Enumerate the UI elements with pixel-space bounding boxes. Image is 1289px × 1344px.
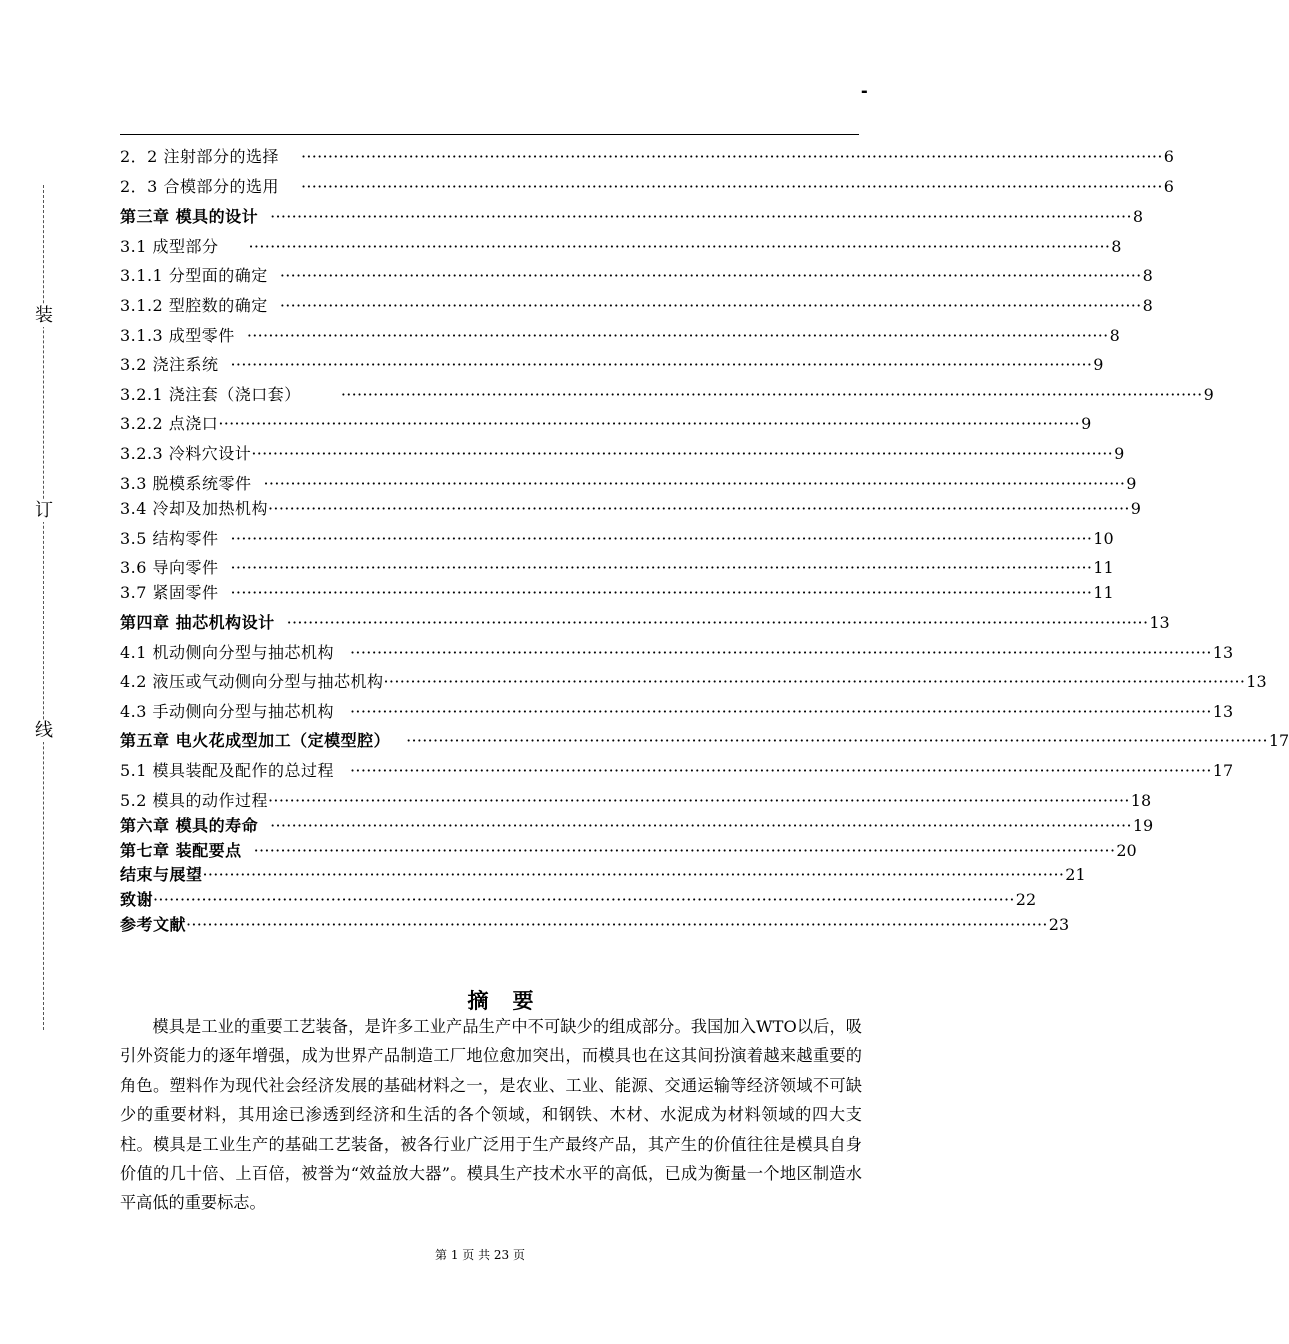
toc-entry-leader: ································································································································································ — [230, 583, 1093, 602]
toc-entry-label: 第六章 模具的寿命 — [120, 816, 259, 835]
toc-entry-label: 4.2 液压或气动侧向分型与抽芯机构 — [120, 672, 384, 691]
toc-entry — [120, 583, 1114, 603]
binding-char-zhuang: 装 — [35, 305, 53, 326]
toc-entry-page: 22 — [1015, 890, 1037, 909]
toc-entry-leader: ································································································································································ — [350, 702, 1212, 721]
toc-entry-page: 13 — [1149, 613, 1170, 632]
toc-entry — [120, 177, 1174, 197]
toc-entry-leader: ································································································································································ — [350, 761, 1212, 780]
toc-entry — [120, 643, 1234, 663]
toc-entry-leader: ································································································································································ — [383, 672, 1246, 691]
toc-entry-label: 3.2 浇注系统 — [120, 355, 219, 374]
toc-entry-leader: ································································································································································ — [300, 177, 1163, 196]
abstract-title: 摘要 — [467, 989, 558, 1013]
toc-entry-label: 3.2.3 冷料穴设计 — [120, 444, 252, 463]
toc-entry-label: 4.1 机动侧向分型与抽芯机构 — [120, 643, 335, 662]
toc-entry-page: 8 — [1142, 266, 1153, 285]
toc-entry — [120, 326, 1120, 346]
toc-entry-page: 21 — [1065, 865, 1086, 884]
toc-entry-leader: ································································································································································ — [248, 237, 1111, 256]
toc-entry-leader: ································································································································································ — [270, 816, 1132, 835]
toc-entry-page: 13 — [1212, 643, 1234, 662]
toc-entry — [120, 414, 1092, 434]
toc-entry — [120, 761, 1234, 781]
toc-entry-label: 2．2 注射部分的选择 — [120, 147, 279, 166]
toc-entry-page: 9 — [1126, 474, 1137, 493]
toc-entry-page: 8 — [1109, 326, 1120, 345]
toc-entry-leader: ································································································································································ — [350, 643, 1212, 662]
toc-entry — [120, 355, 1104, 375]
toc-entry-label: 3.7 紧固零件 — [120, 583, 219, 602]
toc-entry-page: 9 — [1093, 355, 1104, 374]
toc-entry-page: 9 — [1114, 444, 1125, 463]
table-of-contents — [120, 0, 1289, 960]
toc-entry-label: 5.2 模具的动作过程 — [120, 791, 269, 810]
toc-entry — [120, 266, 1153, 286]
toc-entry — [120, 915, 1070, 935]
toc-entry-label: 3.3 脱模系统零件 — [120, 474, 252, 493]
toc-entry-leader: ································································································································································ — [300, 147, 1163, 166]
toc-entry-page: 23 — [1048, 915, 1070, 934]
toc-entry-page: 17 — [1212, 761, 1234, 780]
toc-entry-leader: ································································································································································ — [218, 414, 1081, 433]
toc-entry-page: 13 — [1246, 672, 1267, 691]
toc-entry — [120, 731, 1289, 751]
toc-entry-label: 3.5 结构零件 — [120, 529, 219, 548]
toc-entry-leader: ································································································································································ — [279, 296, 1142, 315]
toc-entry-label: 3.2.1 浇注套（浇口套） — [120, 385, 301, 404]
toc-entry-label: 3.6 导向零件 — [120, 558, 219, 577]
toc-entry-label: 3.1 成型部分 — [120, 237, 219, 256]
toc-entry-label: 第七章 装配要点 — [120, 841, 242, 860]
toc-entry-leader: ································································································································································ — [202, 865, 1065, 884]
page-footer: 第 1 页 共 23 页 — [435, 1248, 525, 1262]
toc-entry — [120, 499, 1141, 519]
toc-entry — [120, 474, 1137, 494]
toc-entry-label: 5.1 模具装配及配作的总过程 — [120, 761, 335, 780]
toc-entry — [120, 613, 1170, 633]
toc-entry-page: 9 — [1130, 499, 1141, 518]
toc-entry — [120, 237, 1122, 257]
toc-entry-page: 6 — [1163, 147, 1174, 166]
toc-entry-label: 3.2.2 点浇口 — [120, 414, 219, 433]
toc-entry-leader: ································································································································································ — [340, 385, 1203, 404]
toc-entry-leader: ································································································································································ — [246, 326, 1109, 345]
toc-entry-page: 8 — [1111, 237, 1122, 256]
toc-entry-label: 3.1.1 分型面的确定 — [120, 266, 268, 285]
toc-entry-label: 第四章 抽芯机构设计 — [120, 613, 275, 632]
toc-entry-label: 3.1.3 成型零件 — [120, 326, 235, 345]
toc-entry-leader: ································································································································································ — [153, 890, 1015, 909]
toc-entry — [120, 529, 1114, 549]
toc-entry-label: 第五章 电火花成型加工（定模型腔） — [120, 731, 391, 750]
toc-entry-label: 3.1.2 型腔数的确定 — [120, 296, 268, 315]
toc-entry-leader: ································································································································································ — [230, 355, 1093, 374]
toc-entry-leader: ································································································································································ — [230, 529, 1093, 548]
toc-entry — [120, 558, 1114, 578]
toc-entry-leader: ································································································································································ — [186, 915, 1048, 934]
toc-entry — [120, 385, 1214, 405]
toc-entry-page: 6 — [1163, 177, 1174, 196]
toc-entry — [120, 207, 1144, 227]
toc-entry-leader: ································································································································································ — [279, 266, 1142, 285]
toc-entry — [120, 890, 1037, 910]
toc-entry-label: 3.4 冷却及加热机构 — [120, 499, 269, 518]
toc-entry-leader: ································································································································································ — [286, 613, 1149, 632]
toc-entry — [120, 444, 1125, 464]
toc-entry-leader: ································································································································································ — [230, 558, 1093, 577]
toc-entry-page: 10 — [1093, 529, 1114, 548]
toc-entry — [120, 865, 1086, 885]
abstract-body: 模具是工业的重要工艺装备，是许多工业产品生产中不可缺少的组成部分。我国加入WTO以后，吸引外资能力的逐年增强，成为世界产品制造工厂地位愈加突出，而模具也在这其间扮演着越来越重要的角色。塑料作为现代社会经济发展的基础材料之一，是农业、工业、能源、交通运输等经济领域不可缺少的重要材料，其用途已渗透到经济和生活的各个领域，和钢铁、木材、水泥成为材料领域的四大支柱。模具是工业生产的基础工艺装备，被各行业广泛用于生产最终产品，其产生的价值往往是模具自身价值的几十倍、上百倍，被誉为“效益放大器”。模具生产技术水平的高低，已成为衡量一个地区制造水平高低的重要标志。 — [120, 1017, 862, 1213]
toc-entry — [120, 791, 1152, 811]
toc-entry-page: 19 — [1132, 816, 1154, 835]
toc-entry — [120, 816, 1154, 836]
toc-entry-page: 13 — [1212, 702, 1234, 721]
toc-entry-leader: ································································································································································ — [263, 474, 1126, 493]
toc-entry-label: 致谢 — [120, 890, 154, 909]
corner-mark: - — [861, 80, 868, 102]
toc-entry-page: 9 — [1081, 414, 1092, 433]
toc-entry-leader: ································································································································································ — [251, 444, 1114, 463]
toc-entry-label: 4.3 手动侧向分型与抽芯机构 — [120, 702, 335, 721]
toc-entry-leader: ································································································································································ — [268, 791, 1130, 810]
toc-entry-label: 参考文献 — [120, 915, 187, 934]
toc-entry — [120, 702, 1234, 722]
binding-char-xian: 线 — [35, 720, 53, 741]
toc-entry-page: 11 — [1093, 583, 1114, 602]
toc-entry-page: 17 — [1268, 731, 1289, 750]
toc-entry-page: 20 — [1116, 841, 1137, 860]
toc-entry-page: 18 — [1130, 791, 1152, 810]
toc-entry-leader: ································································································································································ — [406, 731, 1268, 750]
toc-entry-page: 9 — [1203, 385, 1214, 404]
toc-entry-leader: ································································································································································ — [268, 499, 1130, 518]
toc-entry — [120, 147, 1174, 167]
toc-entry — [120, 672, 1267, 692]
toc-entry-page: 8 — [1142, 296, 1153, 315]
toc-entry-page: 11 — [1093, 558, 1114, 577]
toc-entry-label: 第三章 模具的设计 — [120, 207, 259, 226]
toc-entry-label: 结束与展望 — [120, 865, 203, 884]
toc-entry — [120, 841, 1137, 861]
toc-entry-leader: ································································································································································ — [270, 207, 1132, 226]
binding-char-ding: 订 — [35, 500, 53, 521]
toc-entry — [120, 296, 1153, 316]
toc-entry-leader: ································································································································································ — [253, 841, 1116, 860]
toc-entry-label: 2．3 合模部分的选用 — [120, 177, 279, 196]
toc-entry-page: 8 — [1132, 207, 1144, 226]
